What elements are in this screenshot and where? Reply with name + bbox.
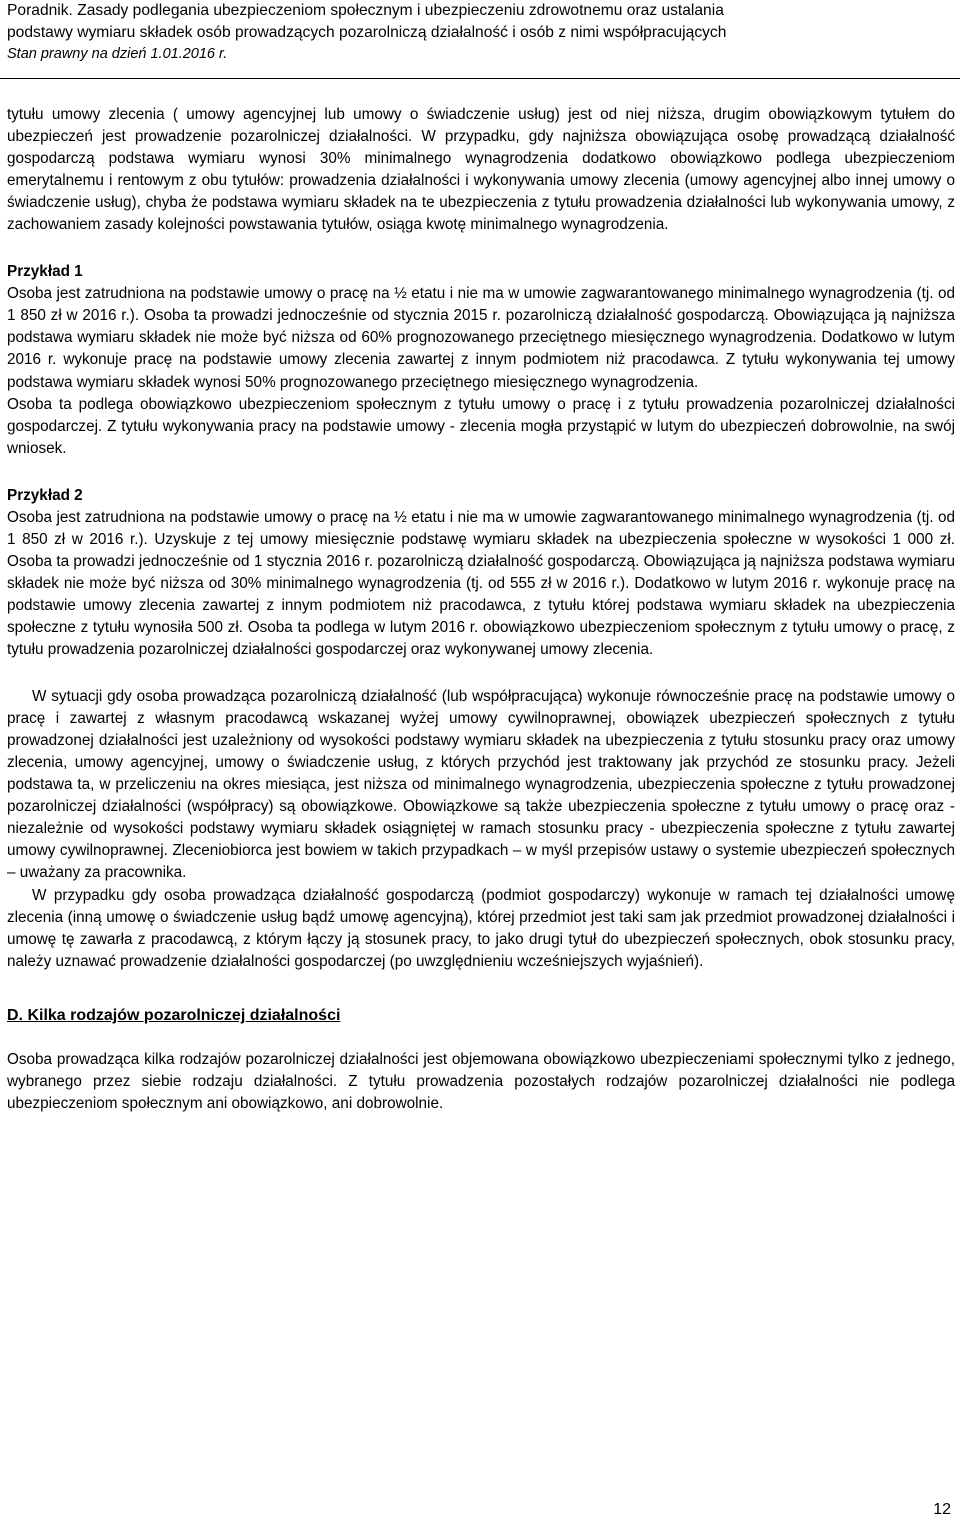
header-title-line-1: Poradnik. Zasady podlegania ubezpieczeniom społecznym i ubezpieczeniu zdrowotnemu oraz ustalania — [7, 2, 724, 19]
header-title-line-2: podstawy wymiaru składek osób prowadzących pozarolniczą działalność i osób z nimi współpracujących — [7, 24, 727, 41]
header-divider — [0, 78, 960, 79]
spacer — [7, 973, 955, 1005]
example-1-heading: Przykład 1 — [7, 263, 83, 281]
spacer — [7, 661, 955, 686]
intro-paragraph: tytułu umowy zlecenia ( umowy agencyjnej lub umowy o świadczenie usług) jest od niej niższa, drugim obowiązkowym tytułem do ubezpieczeń jest prowadzenie pozarolniczej działalności. W przypadku, gdy najniższa obowiązująca osobę prowadzącą działalność gospodarczą podstawa wymiaru wynosi 30% minimalnego wynagrodzenia dodatkowo obowiązkowo podlega ubezpieczeniom emerytalnemu i rentowym z obu tytułów: prowadzenia działalności i wykonywania umowy zlecenia (umowy agencyjnej albo innej umowy o świadczenie usług), chyba że podstawa wymiaru składek na te ubezpieczenia z tytułu prowadzenia działalności lub wykonywania umowy, z zachowaniem zasady kolejności powstawania tytułów, osiąga kwotę minimalnego wynagrodzenia. — [7, 106, 955, 234]
header-legal-status-date: Stan prawny na dzień 1.01.2016 r. — [7, 46, 228, 62]
spacer — [7, 1027, 955, 1049]
running-header — [7, 0, 957, 64]
document-body — [7, 104, 955, 1115]
example-1-paragraph-1: Osoba jest zatrudniona na podstawie umowy o pracę na ½ etatu i nie ma w umowie zagwarantowanego minimalnego wynagrodzenia (tj. od 1 850 zł w 2016 r.). Osoba ta prowadzi jednocześnie od stycznia 2015 r. pozarolniczą działalność gospodarczą. Obowiązująca ją najniższa podstawa wymiaru składek nie może być niższa od 60% prognozowanego przeciętnego miesięcznego wynagrodzenia. Dodatkowo w lutym 2016 r. wykonuje pracę na podstawie umowy zlecenia zawartej z innym podmiotem niż pracodawca. Z tytułu wykonywania tej umowy podstawa wymiaru składek wynosi 50% prognozowanego przeciętnego miesięcznego wynagrodzenia. — [7, 285, 955, 391]
example-2-paragraph: Osoba jest zatrudniona na podstawie umowy o pracę na ½ etatu i nie ma w umowie zagwarantowanego minimalnego wynagrodzenia (tj. od 1 850 zł w 2016 r.). Uzyskuje z tej umowy miesięcznie podstawę wymiaru składek na ubezpieczenia społeczne w wysokości 1 000 zł. Osoba ta prowadzi jednocześnie od 1 stycznia 2016 r. pozarolniczą działalność gospodarczą. Obowiązująca ją najniższa podstawa wymiaru składek nie może być niższa od 30% minimalnego wynagrodzenia (tj. od 555 zł w 2016 r.). Dodatkowo w lutym 2016 r. wykonuje pracę na podstawie umowy zlecenia zawartej z innym podmiotem niż pracodawca, z tytułu której podstawa wymiaru składek na ubezpieczenia społeczne z tytułu wynosiła 500 zł. Osoba ta podlega w lutym 2016 r. obowiązkowo ubezpieczeniom społecznym z tytułu umowy o pracę, z tytułu prowadzenia pozarolniczej działalności gospodarczej oraz wykonywanej umowy zlecenia. — [7, 508, 955, 659]
situation-paragraph-2: W przypadku gdy osoba prowadząca działalność gospodarczą (podmiot gospodarczy) wykonuje w ramach tej działalności umowę zlecenia (inną umowę o świadczenie usług bądź umowę agencyjną), której przedmiot jest taki sam jak przedmiot prowadzonej działalności i umowę tę zawarła z pracodawcą, z którym łączy ją stosunek pracy, to jako drugi tytuł do ubezpieczeń społecznych, obok stosunku pracy, należy uznawać prowadzenie działalności gospodarczej (po uwzględnieniu wcześniejszych wyjaśnień). — [7, 886, 955, 970]
section-d-paragraph: Osoba prowadząca kilka rodzajów pozarolniczej działalności jest objemowana obowiązkowo ubezpieczeniami społecznymi tylko z jednego, wybranego przez siebie rodzaju działalności. Z tytułu prowadzenia pozostałych rodzajów pozarolniczej działalności nie podlega ubezpieczeniom społecznym ani obowiązkowo, ani dobrowolnie. — [7, 1050, 955, 1112]
spacer — [7, 460, 955, 485]
section-d-heading: D. Kilka rodzajów pozarolniczej działalności — [7, 1006, 341, 1024]
page-number: 12 — [933, 1501, 951, 1518]
example-2-heading: Przykład 2 — [7, 486, 83, 504]
spacer — [7, 236, 955, 261]
situation-paragraph-1: W sytuacji gdy osoba prowadząca pozarolniczą działalność (lub współpracująca) wykonuje równocześnie pracę na podstawie umowy o pracę i zawartej z własnym pracodawcą wskazanej wyżej umowy cywilnoprawnej, obowiązek ubezpieczeń społecznych z tytułu prowadzonej działalności jest uzależniony od wysokości podstawy wymiaru składek na ubezpieczenia z tytułu stosunku pracy oraz umowy zlecenia, umowy agencyjnej, umowy o świadczenie usług, z których przychód jest traktowany jak przychód ze stosunku pracy. Jeżeli podstawa ta, w przeliczeniu na okres miesiąca, jest niższa od minimalnego wynagrodzenia, ubezpieczenia społeczne z tytułu prowadzonej pozarolniczej działalności (współpracy) są obowiązkowe. Obowiązkowe są także ubezpieczenia społeczne z tytułu umowy o pracę oraz - niezależnie od wysokości podstawy wymiaru składek osiągniętej w ramach stosunku pracy - ubezpieczenia społeczne z tytułu zawartej umowy cywilnoprawnej. Zleceniobiorca jest bowiem w takich przypadkach – w myśl przepisów ustawy o systemie ubezpieczeń społecznych – uważany za pracownika. — [7, 688, 955, 882]
example-1-paragraph-2: Osoba ta podlega obowiązkowo ubezpieczeniom społecznym z tytułu umowy o pracę i z tytułu prowadzenia pozarolniczej działalności gospodarczej. Z tytułu wykonywania pracy na podstawie umowy - zlecenia mogła przystąpić w lutym do ubezpieczeń dobrowolnie, na swój wniosek. — [7, 395, 955, 457]
